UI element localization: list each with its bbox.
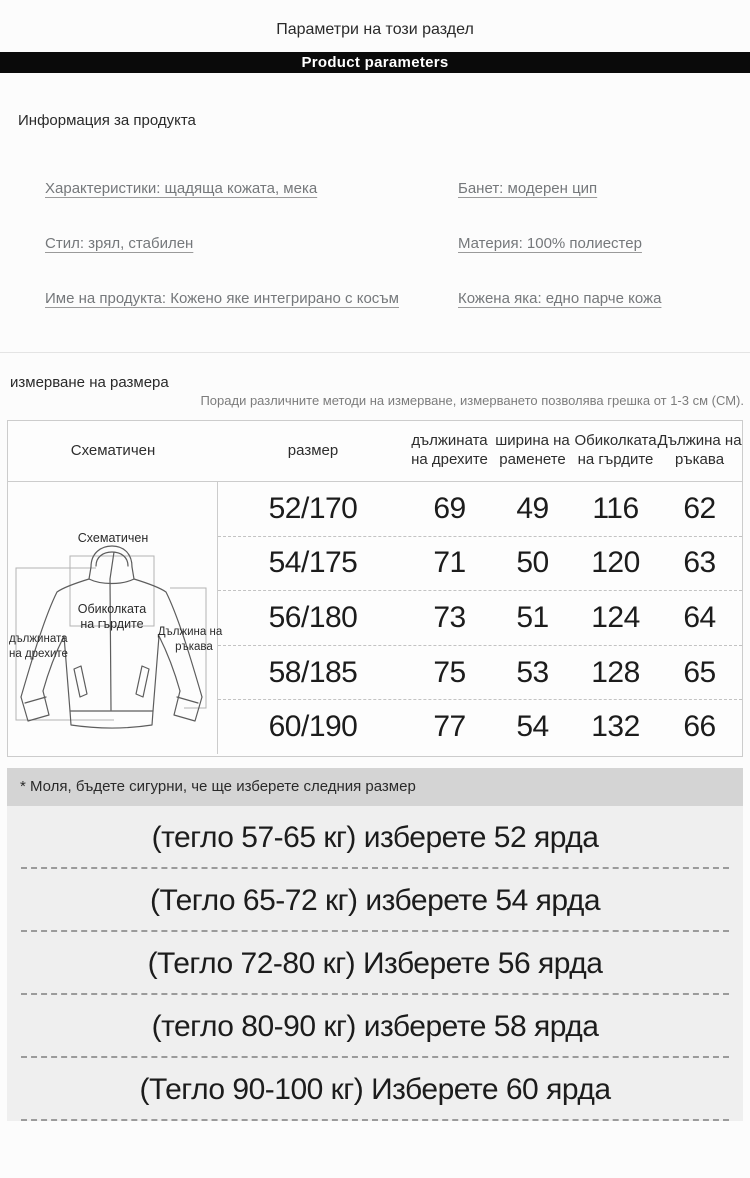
col-header-schematic: Схематичен — [70, 441, 156, 459]
cell-length: 73 — [433, 600, 466, 634]
attribute-style: Стил: зрял, стабилен — [45, 235, 194, 252]
table-row-54 — [218, 536, 742, 591]
guide-item-58: (тегло 80-90 кг) изберете 58 ярда — [7, 995, 743, 1058]
col-header-chest: Обиколката на гърдите — [574, 432, 657, 468]
cell-chest: 128 — [591, 655, 640, 689]
chest-label-line2: на гърдите — [80, 617, 144, 631]
cell-sleeve: 65 — [683, 655, 716, 689]
cell-size: 56/180 — [268, 600, 358, 634]
page-title: Параметри на този раздел — [276, 21, 474, 38]
size-table-body — [8, 482, 742, 754]
cell-shoulder: 51 — [516, 600, 549, 634]
col-header-shoulder-width: ширина на раменете — [495, 432, 570, 468]
sleeve-label-line1: Дължина на — [157, 626, 223, 638]
col-header-size: размер — [287, 441, 339, 459]
cell-size: 58/185 — [268, 655, 358, 689]
product-info-heading: Информация за продукта — [18, 112, 196, 129]
col-header-garment-length: дължината на дрехите — [411, 432, 488, 468]
cell-chest: 120 — [591, 546, 640, 580]
attribute-features: Характеристики: щадяща кожата, мека — [45, 180, 318, 197]
table-row-56 — [218, 590, 742, 645]
attribute-material: Материя: 100% полиестер — [458, 235, 642, 252]
table-row-58 — [218, 645, 742, 700]
cell-shoulder: 49 — [516, 491, 549, 525]
sleeve-label-line2: ръкава — [175, 641, 213, 653]
guide-item-56: (Тегло 72-80 кг) Изберете 56 ярда — [7, 932, 743, 995]
jacket-schematic-drawing — [8, 482, 223, 754]
guide-item-60: (Тегло 90-100 кг) Изберете 60 ярда — [7, 1058, 743, 1121]
cell-shoulder: 53 — [516, 655, 549, 689]
cell-shoulder: 54 — [516, 710, 549, 744]
cell-size: 54/175 — [268, 546, 358, 580]
jacket-schematic-cell — [8, 482, 223, 754]
table-row-52 — [218, 482, 742, 536]
section-divider — [0, 352, 750, 353]
attribute-collar: Кожена яка: едно парче кожа — [458, 290, 662, 307]
table-row-60 — [218, 699, 742, 754]
cell-shoulder: 50 — [516, 546, 549, 580]
col-header-sleeve-length: Дължина на ръкава — [657, 432, 742, 468]
cell-size: 60/190 — [268, 710, 358, 744]
cell-sleeve: 62 — [683, 491, 716, 525]
guide-item-52: (тегло 57-65 кг) изберете 52 ярда — [7, 806, 743, 869]
cell-size: 52/170 — [268, 491, 358, 525]
size-guide-panel — [7, 806, 743, 1121]
cell-length: 75 — [433, 655, 466, 689]
measurement-error-note: Поради различните методи на измерване, измерването позволява грешка от 1-3 см (СМ). — [200, 393, 744, 408]
size-select-notice: * Моля, бъдете сигурни, че ще изберете следния размер — [7, 768, 743, 806]
size-table-header-row — [8, 421, 742, 482]
cell-chest: 124 — [591, 600, 640, 634]
cell-length: 69 — [433, 491, 466, 525]
size-table — [7, 420, 743, 757]
length-label-line1: дължината — [9, 633, 68, 645]
schematic-title-label: Схематичен — [77, 531, 149, 545]
cell-chest: 132 — [591, 710, 640, 744]
guide-item-54: (Тегло 65-72 кг) изберете 54 ярда — [7, 869, 743, 932]
size-measurement-heading: измерване на размера — [10, 374, 169, 391]
length-label-line2: на дрехите — [9, 648, 68, 660]
cell-sleeve: 63 — [683, 546, 716, 580]
attribute-band: Банет: модерен цип — [458, 180, 598, 197]
cell-length: 71 — [433, 546, 466, 580]
cell-sleeve: 66 — [683, 710, 716, 744]
size-rows — [218, 482, 742, 754]
cell-sleeve: 64 — [683, 600, 716, 634]
product-parameters-banner: Product parameters — [0, 52, 750, 73]
cell-chest: 116 — [592, 491, 639, 525]
attribute-product-name: Име на продукта: Кожено яке интегрирано с косъм — [45, 290, 399, 307]
chest-label-line1: Обиколката — [77, 602, 147, 616]
cell-length: 77 — [433, 710, 466, 744]
